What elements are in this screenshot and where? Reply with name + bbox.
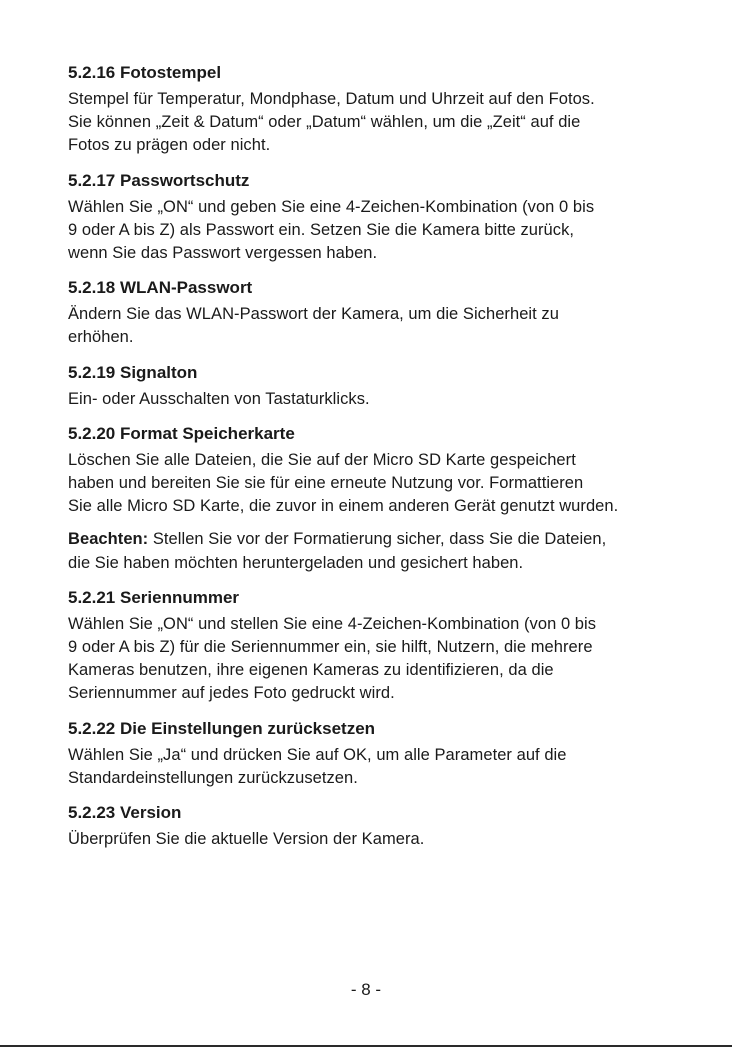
section-heading: 5.2.17 Passwortschutz [68, 170, 250, 190]
section-heading: 5.2.23 Version [68, 803, 182, 823]
section-heading: 5.2.22 Die Einstellungen zurücksetzen [68, 718, 376, 738]
manual-page-content [68, 62, 698, 863]
spacer [68, 518, 698, 528]
section-heading: 5.2.18 WLAN-Passwort [68, 278, 253, 298]
section-fotostempel [68, 62, 698, 158]
note-line [68, 528, 698, 551]
page-number: - 8 - [350, 980, 382, 999]
section-heading: 5.2.21 Seriennummer [68, 587, 240, 607]
section-heading: 5.2.16 Fotostempel [68, 63, 222, 82]
body-line: Wählen Sie „ON“ und stellen Sie eine 4-Zeichen-Kombination (von 0 bis [68, 614, 597, 633]
body-line: haben und bereiten Sie sie für eine erneute Nutzung vor. Formattieren [68, 474, 584, 493]
section-version [68, 802, 698, 851]
section-heading: 5.2.19 Signalton [68, 362, 198, 382]
body-line: Standardeinstellungen zurückzusetzen. [68, 768, 358, 787]
section-heading: 5.2.20 Format Speicherkarte [68, 423, 295, 443]
body-line: wenn Sie das Passwort vergessen haben. [68, 244, 378, 263]
body-line: Ein- oder Ausschalten von Tastaturklicks. [68, 389, 370, 408]
body-line: Seriennummer auf jedes Foto gedruckt wird. [68, 684, 395, 703]
body-line: Stempel für Temperatur, Mondphase, Datum und Uhrzeit auf den Fotos. [68, 90, 595, 108]
body-line: Wählen Sie „Ja“ und drücken Sie auf OK, um alle Parameter auf die [68, 745, 567, 764]
body-line: Sie können „Zeit & Datum“ oder „Datum“ wählen, um die „Zeit“ auf die [68, 113, 581, 132]
section-wlan-passwort [68, 277, 698, 349]
body-line: Wählen Sie „ON“ und geben Sie eine 4-Zeichen-Kombination (von 0 bis [68, 197, 595, 216]
note-line: die Sie haben möchten heruntergeladen und gesichert haben. [68, 553, 524, 572]
section-seriennummer [68, 587, 698, 706]
note-label: Beachten: [68, 530, 149, 549]
body-line: Fotos zu prägen oder nicht. [68, 136, 271, 155]
body-line: Kameras benutzen, ihre eigenen Kameras zu identifizieren, da die [68, 661, 554, 680]
body-line: Sie alle Micro SD Karte, die zuvor in einem anderen Gerät genutzt wurden. [68, 497, 619, 516]
note-text: Stellen Sie vor der Formatierung sicher, dass Sie die Dateien, [148, 530, 607, 549]
body-line: Löschen Sie alle Dateien, die Sie auf der Micro SD Karte gespeichert [68, 450, 576, 469]
body-line: Überprüfen Sie die aktuelle Version der Kamera. [68, 830, 425, 849]
section-einstellungen-zuruecksetzen [68, 718, 698, 790]
section-format-speicherkarte [68, 423, 698, 575]
body-line: erhöhen. [68, 328, 134, 347]
section-passwortschutz [68, 170, 698, 266]
body-line: 9 oder A bis Z) für die Seriennummer ein, sie hilft, Nutzern, die mehrere [68, 638, 593, 657]
body-line: Ändern Sie das WLAN-Passwort der Kamera, um die Sicherheit zu [68, 305, 559, 324]
section-signalton [68, 362, 698, 411]
body-line: 9 oder A bis Z) als Passwort ein. Setzen Sie die Kamera bitte zurück, [68, 220, 575, 239]
